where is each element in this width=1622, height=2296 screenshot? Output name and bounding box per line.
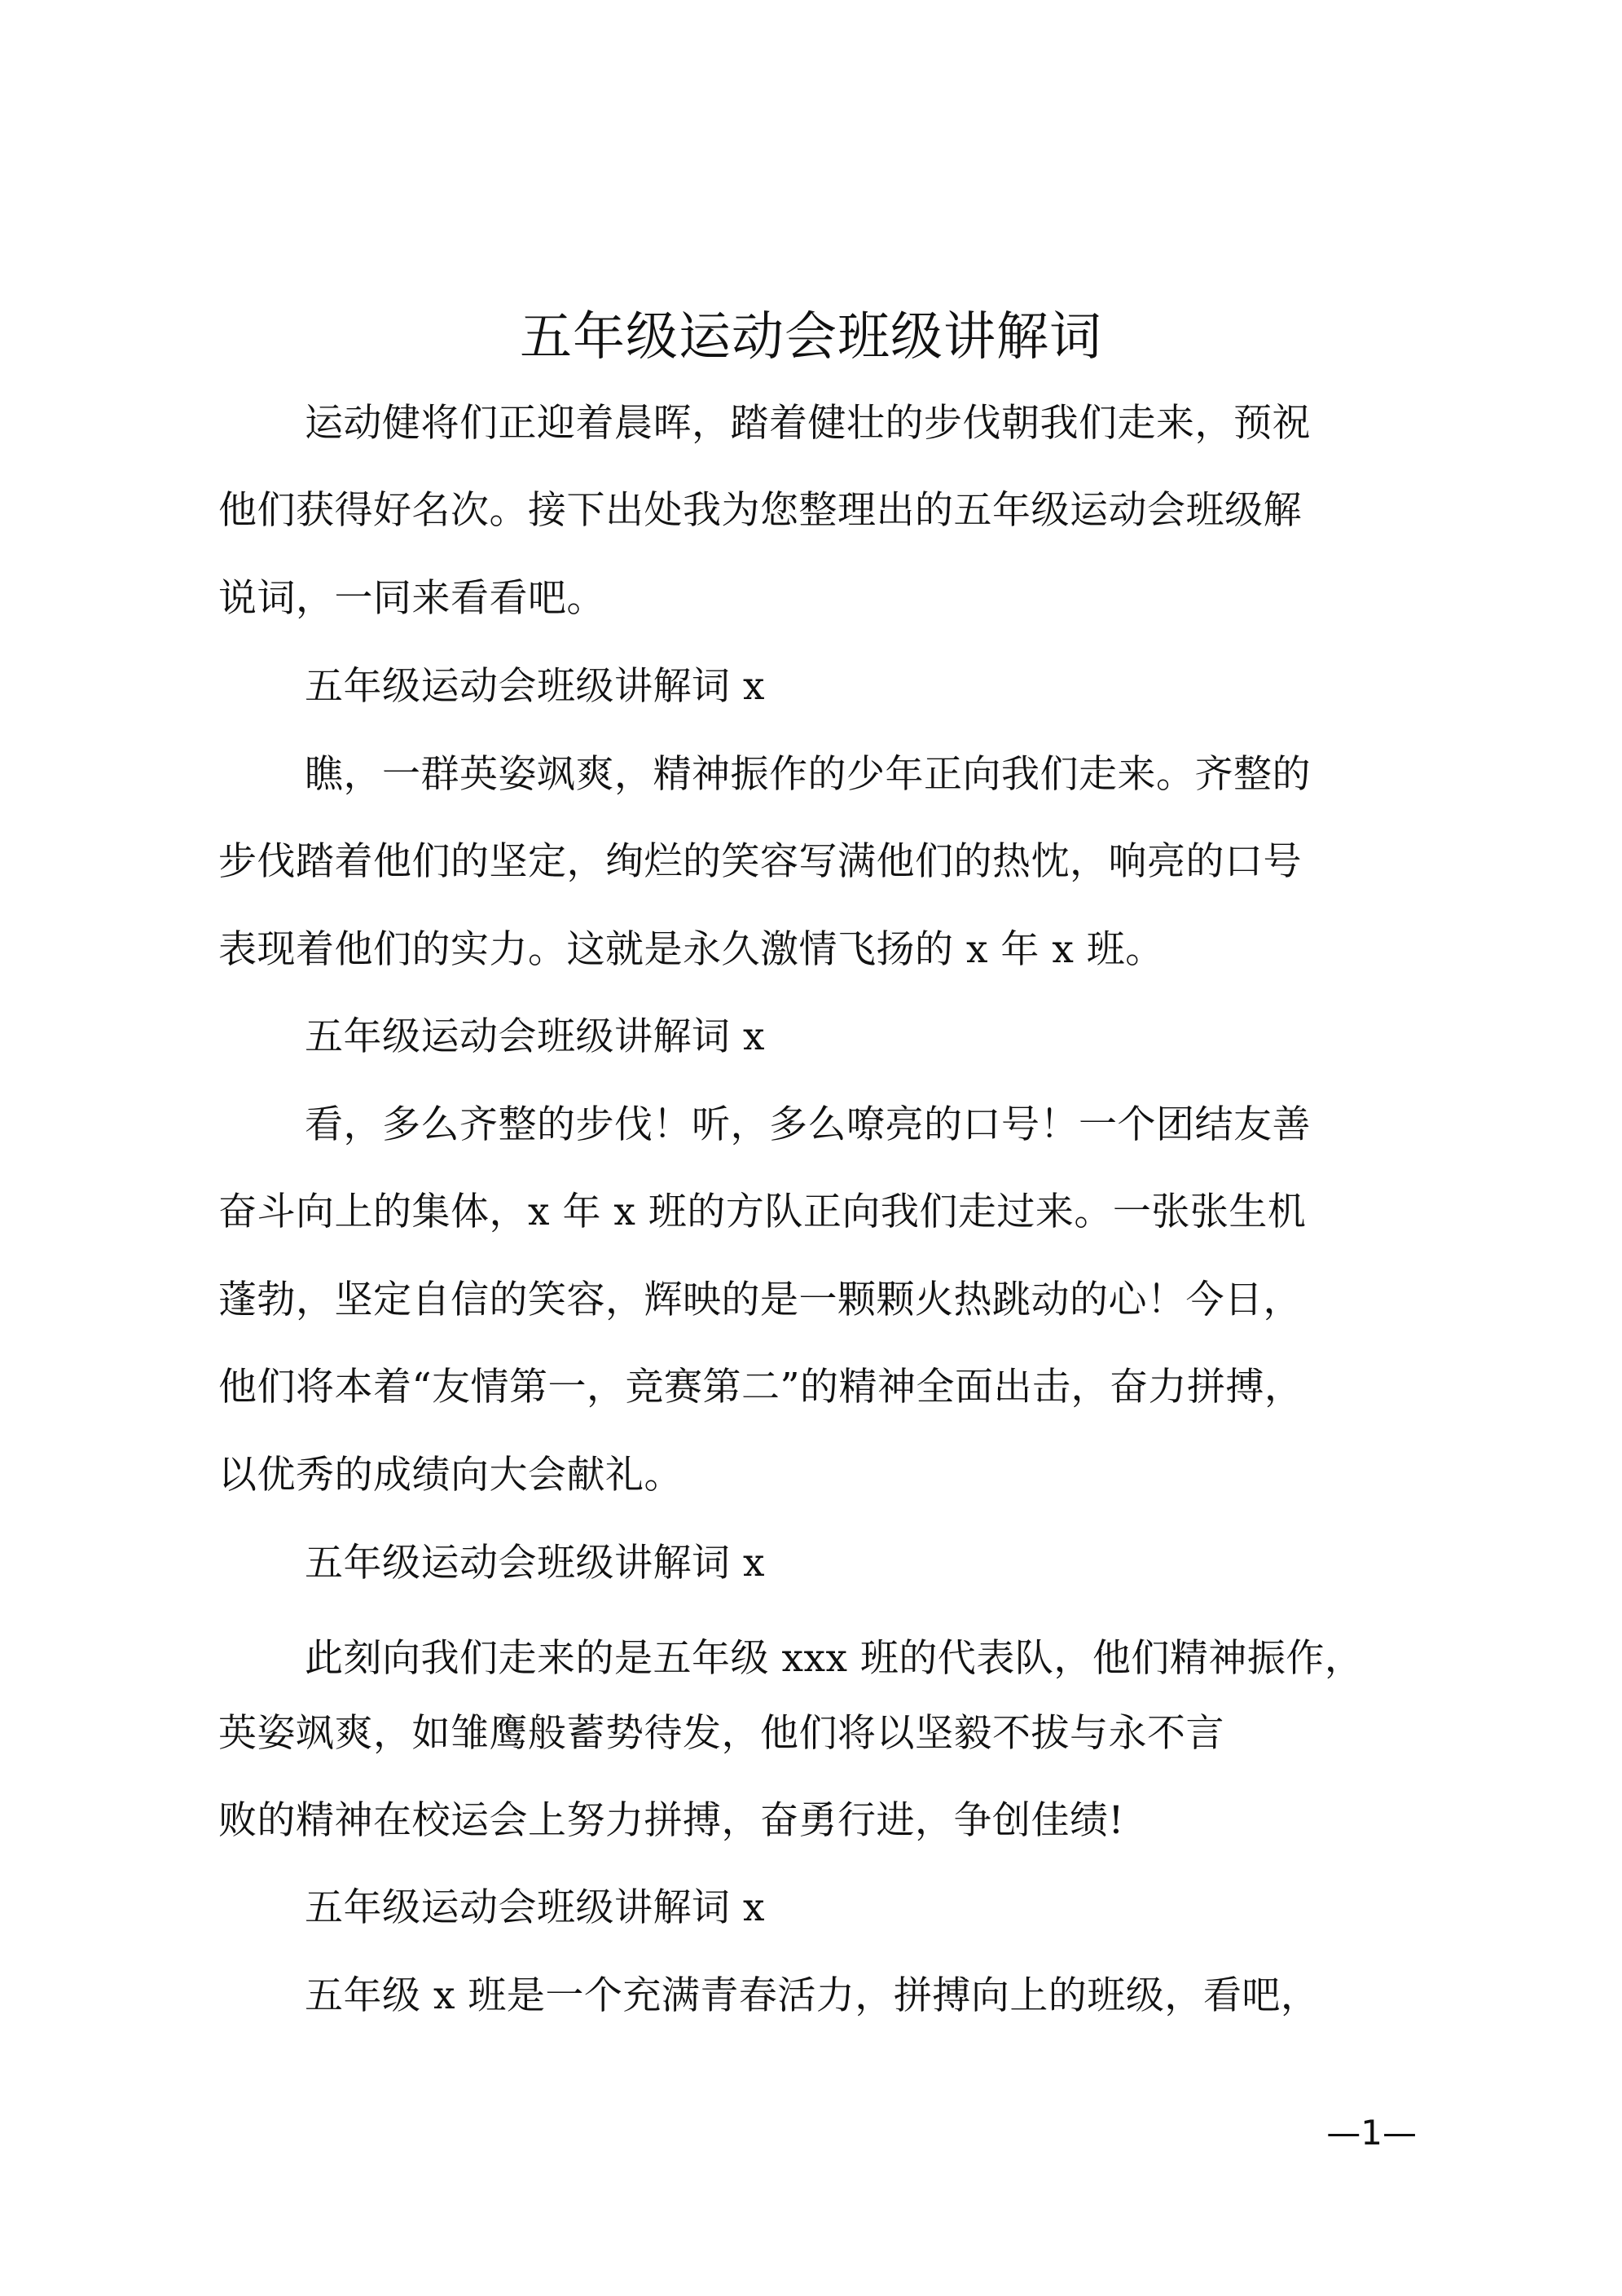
paragraph-line: 瞧，一群英姿飒爽，精神振作的少年正向我们走来。齐整的 bbox=[305, 752, 1311, 797]
section-heading: 五年级运动会班级讲解词 x bbox=[305, 1885, 765, 1930]
paragraph-line: 步伐踏着他们的坚定，绚烂的笑容写满他们的热忱，响亮的口号 bbox=[218, 839, 1302, 884]
paragraph-line: 蓬勃，坚定自信的笑容，辉映的是一颗颗火热跳动的心！今日， bbox=[218, 1278, 1302, 1322]
paragraph-line: 说词，一同来看看吧。 bbox=[218, 576, 605, 621]
paragraph-line: 运动健将们正迎着晨晖，踏着健壮的步伐朝我们走来，预祝 bbox=[305, 401, 1311, 446]
paragraph-line: 他们将本着“友情第一，竞赛第二”的精神全面出击，奋力拼搏， bbox=[218, 1365, 1303, 1410]
section-heading: 五年级运动会班级讲解词 x bbox=[305, 1541, 765, 1586]
section-heading: 五年级运动会班级讲解词 x bbox=[305, 1014, 765, 1059]
paragraph-line: 败的精神在校运会上努力拼搏，奋勇行进，争创佳绩! bbox=[218, 1798, 1124, 1843]
paragraph-line: 奋斗向上的集体，x 年 x 班的方队正向我们走过来。一张张生机 bbox=[218, 1190, 1307, 1234]
page-number: —1— bbox=[1326, 2113, 1417, 2153]
paragraph-line: 五年级 x 班是一个充满青春活力，拼搏向上的班级，看吧， bbox=[305, 1973, 1320, 2018]
document-title: 五年级运动会班级讲解词 bbox=[520, 307, 1102, 367]
paragraph-line: 看，多么齐整的步伐！听，多么嘹亮的口号！一个团结友善 bbox=[305, 1102, 1311, 1147]
paragraph-line: 英姿飒爽，如雏鹰般蓄势待发，他们将以坚毅不拔与永不言 bbox=[218, 1711, 1224, 1756]
paragraph-line: 以优秀的成绩向大会献礼。 bbox=[218, 1453, 683, 1498]
paragraph-line: 表现着他们的实力。这就是永久激情飞扬的 x 年 x 班。 bbox=[218, 927, 1164, 972]
paragraph-line: 他们获得好名次。接下出处我为您整理出的五年级运动会班级解 bbox=[218, 488, 1302, 533]
section-heading: 五年级运动会班级讲解词 x bbox=[305, 664, 765, 709]
paragraph-line: 此刻向我们走来的是五年级 xxx 班的代表队，他们精神振作， bbox=[305, 1636, 1364, 1681]
